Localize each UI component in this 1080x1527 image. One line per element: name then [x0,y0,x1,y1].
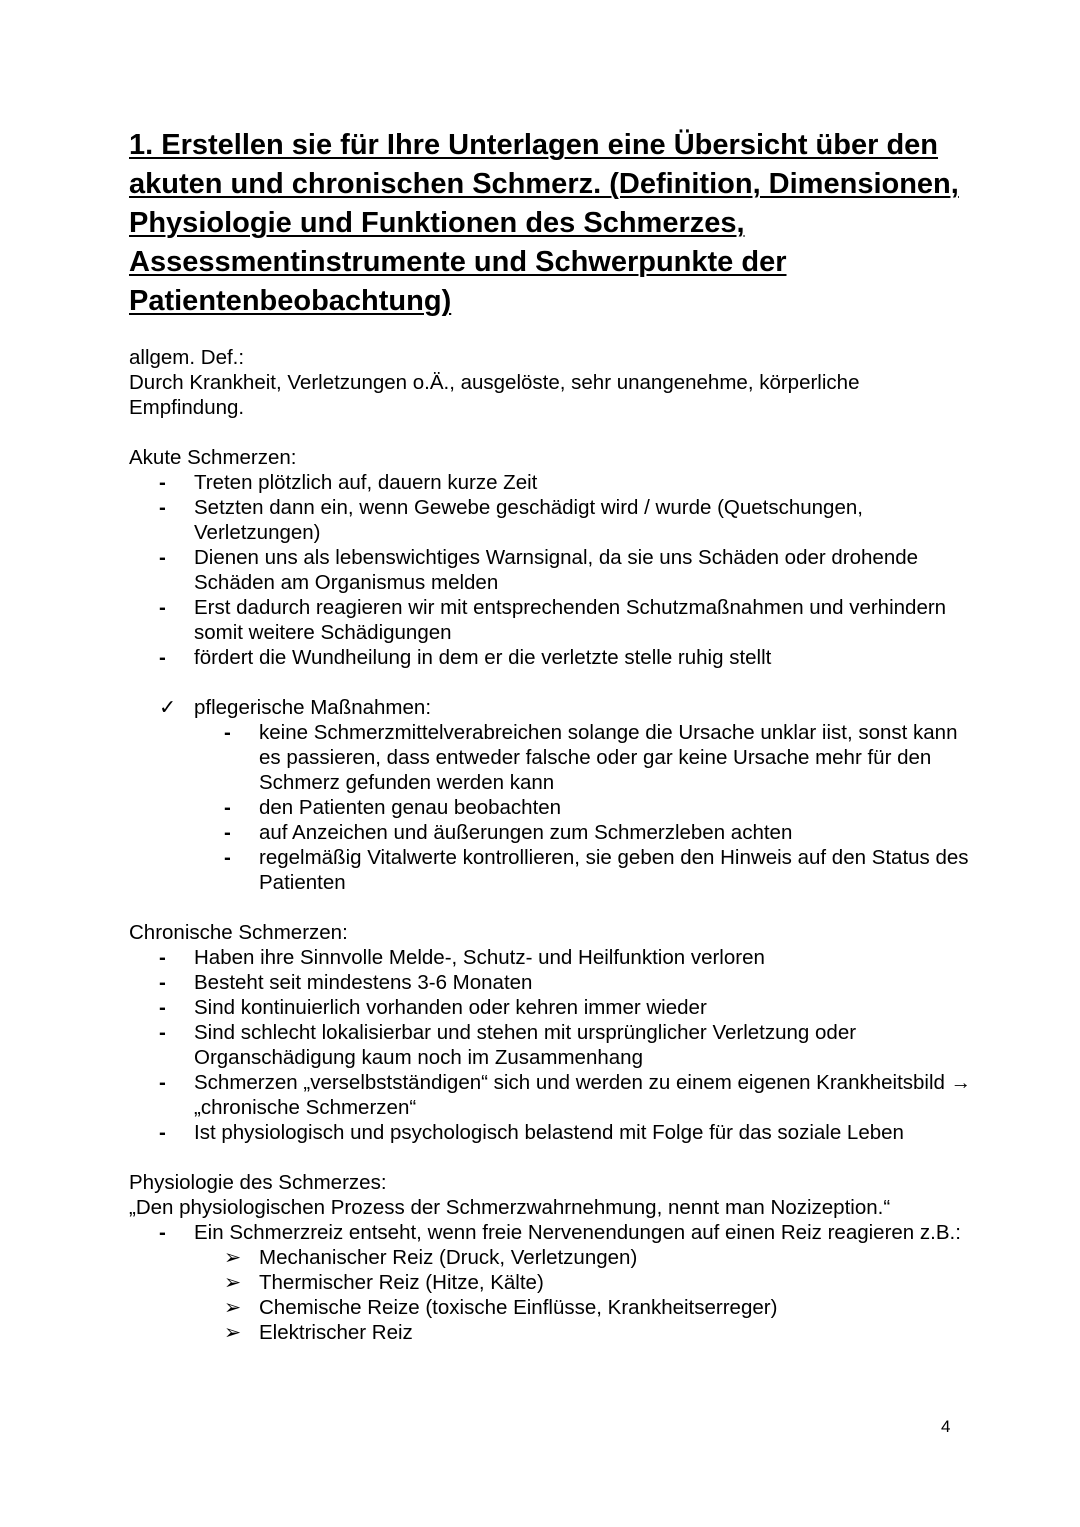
dash-bullet-icon: - [224,721,231,744]
chronic-item: Haben ihre Sinnvolle Melde-, Schutz- und Heilfunktion verloren [194,946,765,969]
list-item [129,1245,979,1270]
care-item: den Patienten genau beobachten [259,796,562,819]
stimulus-item: Mechanischer Reiz (Druck, Verletzungen) [259,1246,638,1269]
chronic-item: Ist physiologisch und psychologisch belastend mit Folge für das soziale Leben [194,1121,904,1144]
physiology-quote: „Den physiologischen Prozess der Schmerzwahrnehmung, nennt man Nozizeption.“ [129,1196,891,1219]
dash-bullet-icon: - [159,646,166,669]
dash-bullet-icon: - [159,1071,166,1094]
care-item: keine Schmerzmittelverabreichen solange die Ursache unklar iist, sonst kann es passieren, dass entweder falsche oder gar keine Ursache mehr für den Schmerz gefunden werden kann [259,721,958,794]
stimulus-item: Chemische Reize (toxische Einflüsse, Krankheitserreger) [259,1296,778,1319]
list-item [129,945,979,970]
stimulus-item: Elektrischer Reiz [259,1321,413,1344]
list-item [129,795,979,820]
dash-bullet-icon: - [159,1021,166,1044]
list-item [129,720,979,795]
list-item [129,995,979,1020]
list-item [129,820,979,845]
chronic-item: Besteht seit mindestens 3-6 Monaten [194,971,533,994]
page-title: 1. Erstellen sie für Ihre Unterlagen eine Übersicht über den akuten und chronischen Schmerz. (Definition, Dimensionen, Physiologie und Funktionen des Schmerzes, Assessmentinstrumente und Schwerpunkte der Patientenbeobachtung) [129,129,959,317]
list-item [129,545,979,595]
dash-bullet-icon: - [159,1221,166,1244]
care-heading-row [129,695,979,720]
acute-item: Dienen uns als lebenswichtiges Warnsignal, da sie uns Schäden oder drohende Schäden am Organismus melden [194,546,919,594]
list-item [129,1220,979,1245]
check-icon: ✓ [159,696,177,719]
dash-bullet-icon: - [159,946,166,969]
care-item: regelmäßig Vitalwerte kontrollieren, sie geben den Hinweis auf den Status des Patienten [259,846,969,894]
acute-heading: Akute Schmerzen: [129,446,297,469]
dash-bullet-icon: - [159,996,166,1019]
care-heading: pflegerische Maßnahmen: [194,696,432,719]
list-item [129,1120,979,1145]
list-item [129,1320,979,1345]
list-item [129,1070,979,1120]
dash-bullet-icon: - [224,796,231,819]
arrow-bullet-icon: ➢ [224,1271,242,1294]
dash-bullet-icon: - [159,596,166,619]
list-item [129,845,979,895]
list-item [129,495,979,545]
dash-bullet-icon: - [224,846,231,869]
list-item [129,1295,979,1320]
chronic-item: Sind kontinuierlich vorhanden oder kehren immer wieder [194,996,707,1019]
dash-bullet-icon: - [224,821,231,844]
list-item [129,1270,979,1295]
chronic-item: Schmerzen „verselbstständigen“ sich und werden zu einem eigenen Krankheitsbild → „chronische Schmerzen“ [194,1071,972,1119]
dash-bullet-icon: - [159,971,166,994]
dash-bullet-icon: - [159,471,166,494]
stimulus-item: Thermischer Reiz (Hitze, Kälte) [259,1271,544,1294]
page-number: 4 [941,1417,951,1436]
physiology-heading: Physiologie des Schmerzes: [129,1171,387,1194]
acute-item: fördert die Wundheilung in dem er die verletzte stelle ruhig stellt [194,646,772,669]
dash-bullet-icon: - [159,1121,166,1144]
list-item [129,470,979,495]
dash-bullet-icon: - [159,496,166,519]
list-item [129,970,979,995]
list-item [129,645,979,670]
acute-item: Treten plötzlich auf, dauern kurze Zeit [194,471,538,494]
dash-bullet-icon: - [159,546,166,569]
chronic-item: Sind schlecht lokalisierbar und stehen mit ursprünglicher Verletzung oder Organschädigung kaum noch im Zusammenhang [194,1021,857,1069]
physiology-item: Ein Schmerzreiz entseht, wenn freie Nervenendungen auf einen Reiz reagieren z.B.: [194,1221,961,1244]
definition-label: allgem. Def.: [129,346,245,369]
chronic-heading: Chronische Schmerzen: [129,921,348,944]
arrow-bullet-icon: ➢ [224,1296,242,1319]
list-item [129,595,979,645]
care-item: auf Anzeichen und äußerungen zum Schmerzleben achten [259,821,793,844]
document-body [129,345,979,1345]
list-item [129,1020,979,1070]
arrow-bullet-icon: ➢ [224,1246,242,1269]
definition-text: Durch Krankheit, Verletzungen o.Ä., ausgelöste, sehr unangenehme, körperliche Empfindung. [129,371,860,419]
acute-item: Erst dadurch reagieren wir mit entsprechenden Schutzmaßnahmen und verhindern somit weitere Schädigungen [194,596,947,644]
acute-item: Setzten dann ein, wenn Gewebe geschädigt wird / wurde (Quetschungen, Verletzungen) [194,496,863,544]
arrow-bullet-icon: ➢ [224,1321,242,1344]
